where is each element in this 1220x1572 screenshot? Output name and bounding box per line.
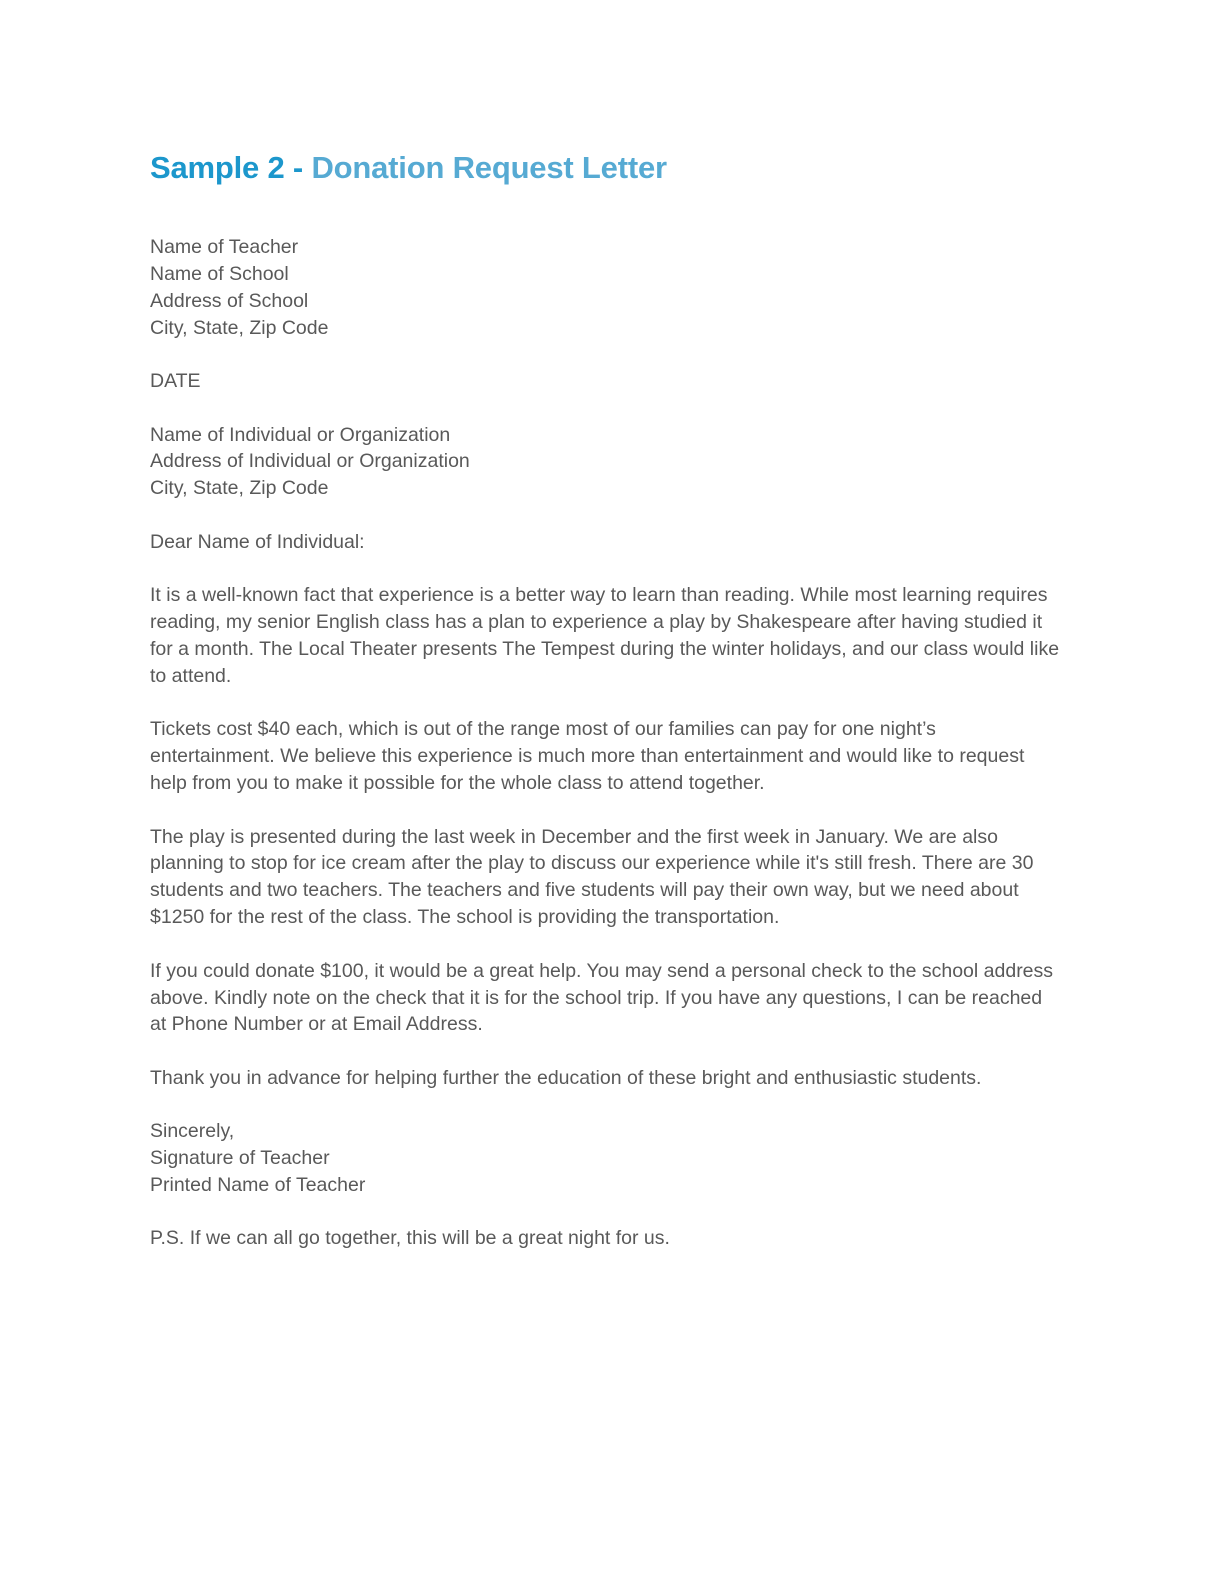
recipient-address-block <box>150 422 1062 503</box>
body-paragraph-5: Thank you in advance for helping further the education of these bright and enthusiastic students. <box>150 1066 982 1089</box>
date-line: DATE <box>150 370 201 393</box>
date-block <box>150 368 1062 395</box>
closing-block <box>150 1118 1062 1199</box>
sender-street-address: Address of School <box>150 289 309 312</box>
printed-name: Printed Name of Teacher <box>150 1174 366 1197</box>
sender-school: Name of School <box>150 262 289 285</box>
postscript-line: P.S. If we can all go together, this will be a great night for us. <box>150 1227 670 1250</box>
body-paragraph-3: The play is presented during the last week in December and the first week in January. We are also planning to stop for ice cream after the play to discuss our experience while it's still fresh. There are 30 students and two teachers. The teachers and five students will pay their own way, but we need about $1250 for the rest of the class. The school is providing the transportation. <box>150 825 1034 929</box>
salutation-block <box>150 529 1062 556</box>
recipient-street-address: Address of Individual or Organization <box>150 450 470 473</box>
sender-address-block <box>150 234 1062 342</box>
page-title <box>150 148 1060 188</box>
page-title-sample-label: Sample 2 - <box>150 150 312 185</box>
body-paragraph-1: It is a well-known fact that experience is a better way to learn than reading. While most learning requires reading, my senior English class has a plan to experience a play by Shakespeare after having studied it for a month. The Local Theater presents The Tempest during the winter holidays, and our class would like to attend. <box>150 584 1060 687</box>
body-paragraph-4: If you could donate $100, it would be a great help. You may send a personal check to the school address above. Kindly note on the check that it is for the school trip. If you have any questions, I can be reached at Phone Number or at Email Address. <box>150 959 1054 1036</box>
body-paragraph-2: Tickets cost $40 each, which is out of the range most of our families can pay for one night’s entertainment. We believe this experience is much more than entertainment and would like to request help from you to make it possible for the whole class to attend together. <box>150 718 1025 795</box>
recipient-name: Name of Individual or Organization <box>150 423 451 446</box>
recipient-city-state-zip: City, State, Zip Code <box>150 477 329 500</box>
letter-body <box>150 234 1062 1252</box>
page-title-subject-label: Donation Request Letter <box>311 150 667 185</box>
sender-name: Name of Teacher <box>150 236 299 258</box>
closing-salutation: Sincerely, <box>150 1120 235 1143</box>
postscript-block <box>150 1225 1062 1252</box>
signature-placeholder: Signature of Teacher <box>150 1147 330 1170</box>
salutation-line: Dear Name of Individual: <box>150 530 365 553</box>
sender-city-state-zip: City, State, Zip Code <box>150 316 329 339</box>
